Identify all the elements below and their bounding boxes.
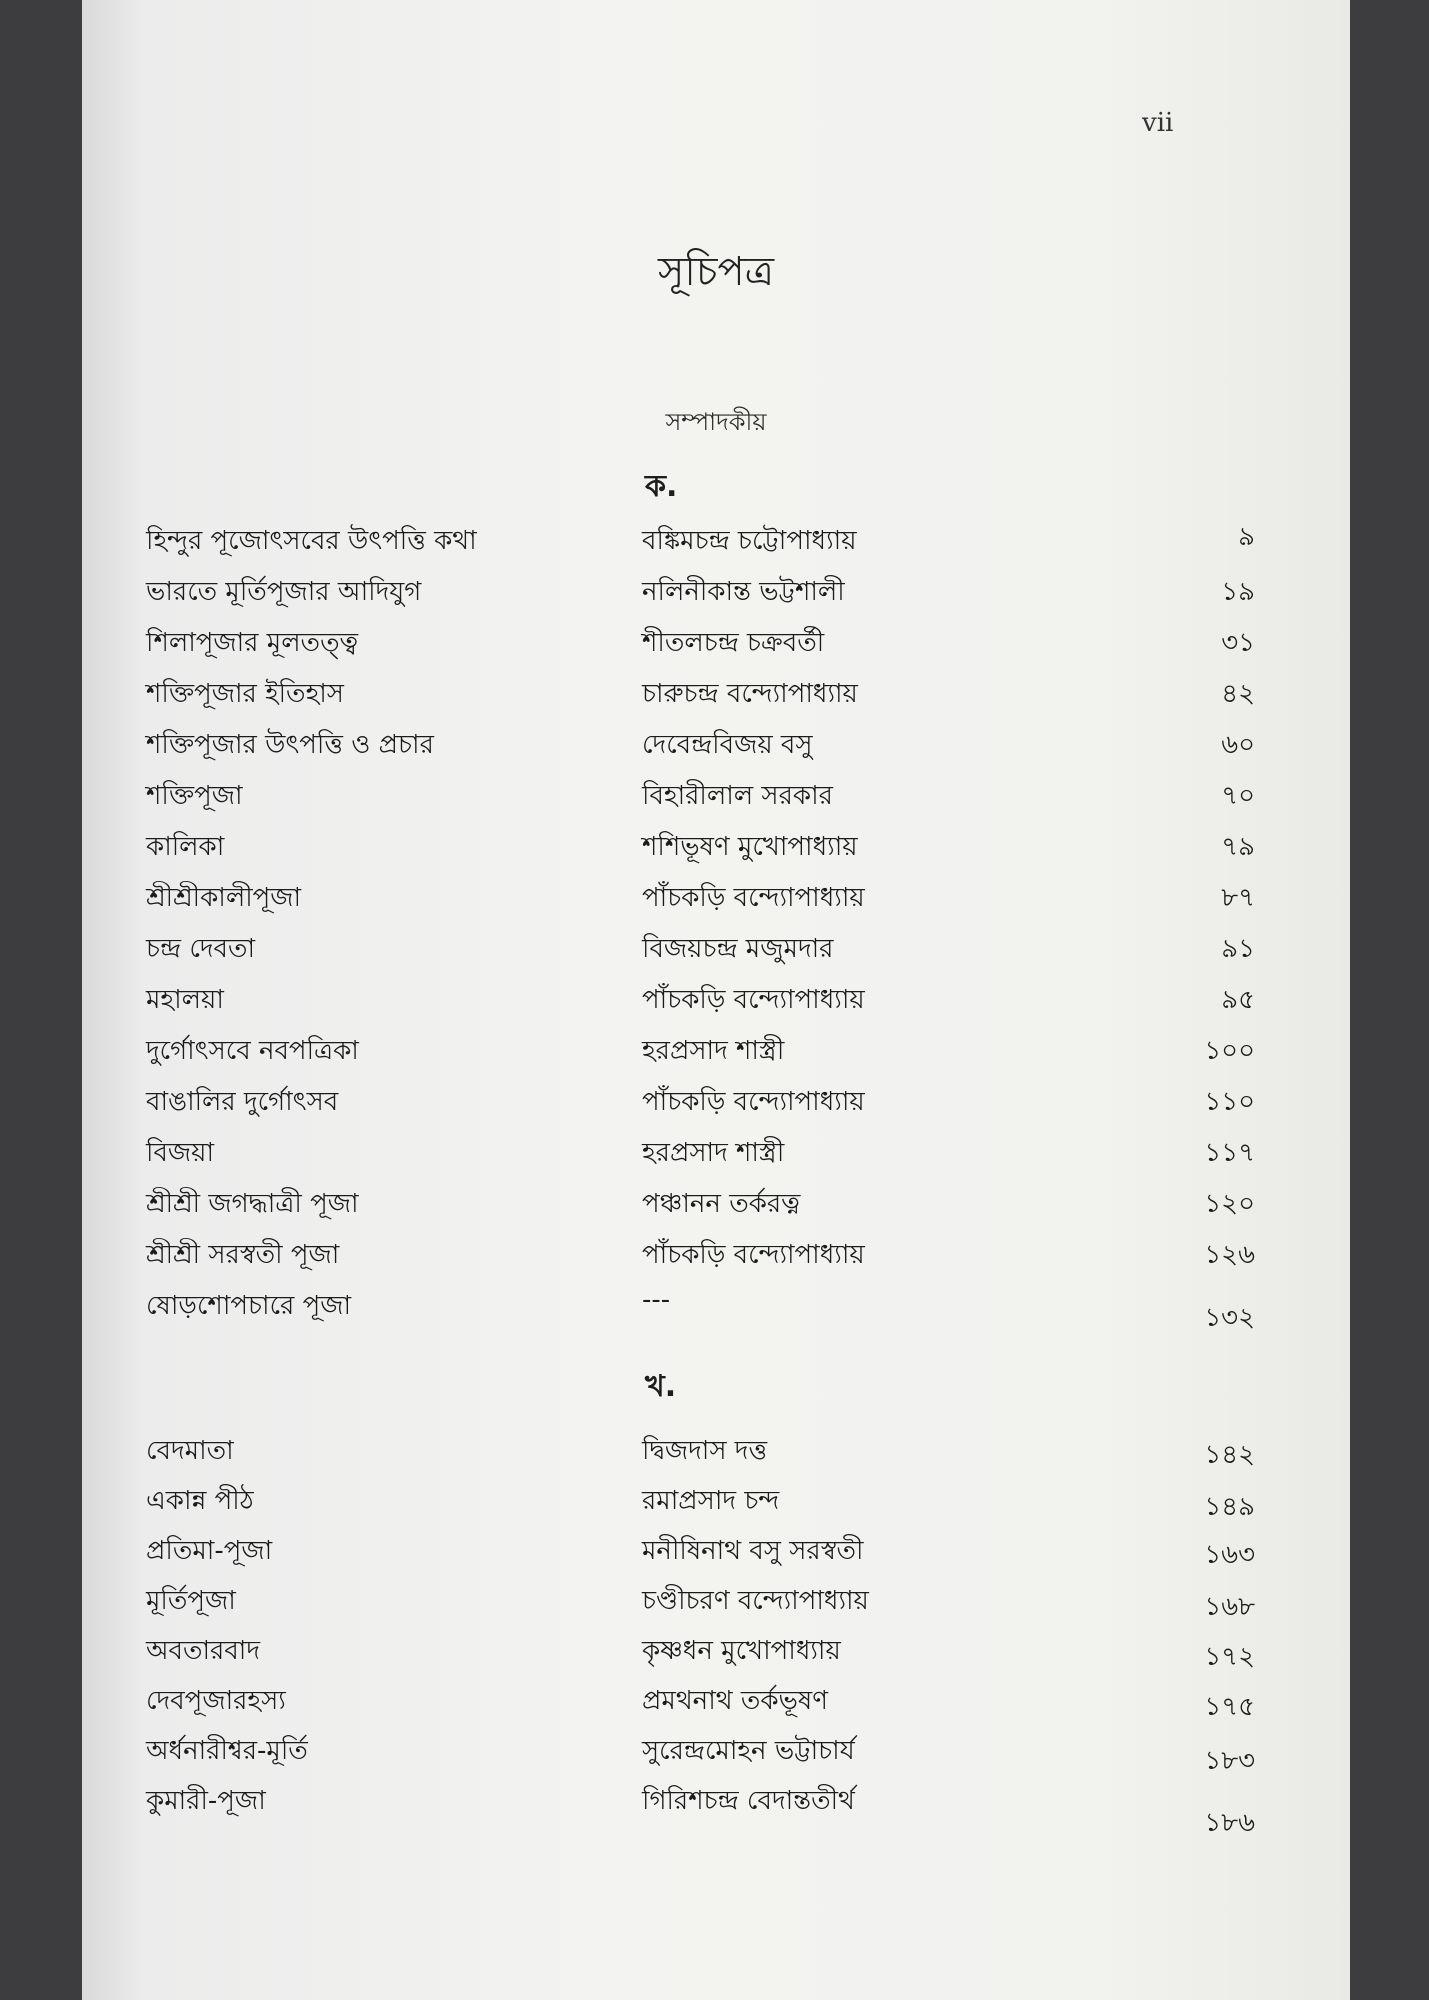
section-ka-heading: ক. xyxy=(645,469,678,504)
entry-author: চারুচন্দ্র বন্দ্যোপাধ্যায় xyxy=(642,679,858,709)
entry-title: শক্তিপূজা xyxy=(146,781,243,811)
entry-page-number: ১৯ xyxy=(1221,577,1255,607)
entry-title: একান্ন পীঠ xyxy=(146,1486,254,1516)
entry-page-number: ৬০ xyxy=(1221,730,1255,760)
toc-entry xyxy=(82,877,1350,917)
toc-entry xyxy=(82,1030,1350,1070)
entry-title: মূর্তিপূজা xyxy=(146,1586,236,1616)
entry-page-number: ১২০ xyxy=(1204,1189,1255,1219)
entry-page-number: ১৪৯ xyxy=(1204,1492,1255,1522)
toc-entry xyxy=(82,724,1350,764)
entry-title: কুমারী-পূজা xyxy=(146,1786,266,1816)
entry-author: রমাপ্রসাদ চন্দ xyxy=(642,1486,780,1516)
entry-title: শক্তিপূজার ইতিহাস xyxy=(146,679,344,709)
entry-author: শশিভূষণ মুখোপাধ্যায় xyxy=(642,832,858,862)
entry-title: অর্ধনারীশ্বর-মূর্তি xyxy=(146,1736,308,1766)
entry-author: সুরেন্দ্রমোহন ভট্টাচার্য xyxy=(642,1736,855,1766)
toc-entry xyxy=(82,1081,1350,1121)
toc-entry xyxy=(82,775,1350,815)
toc-entry xyxy=(82,979,1350,1019)
section-kha-heading: খ. xyxy=(645,1369,677,1404)
entry-title: শিলাপূজার মূলতত্ত্ব xyxy=(146,628,359,658)
toc-entry xyxy=(82,1480,1350,1520)
entry-author: নলিনীকান্ত ভট্টশালী xyxy=(642,577,845,607)
toc-entry xyxy=(82,1780,1350,1838)
toc-entry xyxy=(82,1580,1350,1620)
entry-title: চন্দ্র দেবতা xyxy=(146,934,256,964)
editorial-label: সম্পাদকীয় xyxy=(665,408,767,436)
book-page xyxy=(82,0,1350,2000)
entry-author: গিরিশচন্দ্র বেদান্ততীর্থ xyxy=(642,1786,855,1816)
entry-title: হিন্দুর পূজোৎসবের উৎপত্তি কথা xyxy=(146,526,477,556)
toc-entry xyxy=(82,1630,1350,1670)
entry-title: কালিকা xyxy=(146,832,225,862)
toc-entry xyxy=(82,1680,1350,1720)
entry-page-number: ৩১ xyxy=(1221,628,1255,658)
toc-entry xyxy=(82,1183,1350,1223)
entry-title: ভারতে মূর্তিপূজার আদিযুগ xyxy=(146,577,422,607)
entry-title: ষোড়শোপচারে পূজা xyxy=(146,1291,352,1321)
entry-title: শ্রীশ্রীকালীপূজা xyxy=(146,883,302,913)
entry-page-number: ৭০ xyxy=(1221,781,1255,811)
entry-page-number: ১২৬ xyxy=(1204,1240,1255,1270)
entry-page-number: ১৭৫ xyxy=(1204,1692,1255,1722)
toc-entry xyxy=(82,571,1350,611)
toc-entry xyxy=(82,520,1350,560)
entry-title: শ্রীশ্রী জগদ্ধাত্রী পূজা xyxy=(146,1189,359,1219)
entry-page-number: ১৭২ xyxy=(1204,1642,1255,1672)
entry-page-number: ১৮৬ xyxy=(1204,1808,1255,1838)
entry-title: শ্রীশ্রী সরস্বতী পূজা xyxy=(146,1240,340,1270)
entry-author: দ্বিজদাস দত্ত xyxy=(642,1436,768,1466)
entry-page-number: ৯ xyxy=(1238,522,1255,552)
entry-title: মহালয়া xyxy=(146,985,224,1015)
entry-page-number: ১৬৮ xyxy=(1204,1592,1255,1622)
page-title: সূচিপত্র xyxy=(658,249,774,295)
entry-author: দেবেন্দ্রবিজয় বসু xyxy=(642,730,813,760)
toc-entry xyxy=(82,1132,1350,1172)
entry-author: পাঁচকড়ি বন্দ্যোপাধ্যায় xyxy=(642,1240,865,1270)
entry-author: বিজয়চন্দ্র মজুমদার xyxy=(642,934,834,964)
toc-entry xyxy=(82,1530,1350,1570)
entry-page-number: ৯১ xyxy=(1221,934,1255,964)
toc-entry xyxy=(82,928,1350,968)
toc-entry xyxy=(82,1430,1350,1470)
toc-entry xyxy=(82,1730,1350,1776)
entry-page-number: ৮৭ xyxy=(1221,883,1255,913)
entry-author: বিহারীলাল সরকার xyxy=(642,781,833,811)
entry-author: পঞ্চানন তর্করত্ন xyxy=(642,1189,801,1219)
entry-page-number: ৪২ xyxy=(1221,679,1255,709)
entry-author: চণ্ডীচরণ বন্দ্যোপাধ্যায় xyxy=(642,1586,869,1616)
entry-author: শীতলচন্দ্র চক্রবর্তী xyxy=(642,628,825,658)
entry-author: --- xyxy=(642,1285,671,1315)
entry-author: বঙ্কিমচন্দ্র চট্টোপাধ্যায় xyxy=(642,526,857,556)
entry-page-number: ১১৭ xyxy=(1204,1138,1255,1168)
entry-title: দেবপূজারহস্য xyxy=(146,1686,286,1716)
entry-author: মনীষিনাথ বসু সরস্বতী xyxy=(642,1536,864,1566)
entry-page-number: ১৩২ xyxy=(1204,1303,1255,1333)
entry-author: কৃষ্ণধন মুখোপাধ্যায় xyxy=(642,1636,841,1666)
entry-author: হরপ্রসাদ শাস্ত্রী xyxy=(642,1138,785,1168)
entry-author: পাঁচকড়ি বন্দ্যোপাধ্যায় xyxy=(642,883,865,913)
entry-author: পাঁচকড়ি বন্দ্যোপাধ্যায় xyxy=(642,985,865,1015)
toc-entry xyxy=(82,1234,1350,1274)
entry-page-number: ৯৫ xyxy=(1221,985,1255,1015)
entry-title: শক্তিপূজার উৎপত্তি ও প্রচার xyxy=(146,730,434,760)
entry-author: পাঁচকড়ি বন্দ্যোপাধ্যায় xyxy=(642,1087,865,1117)
entry-page-number: ১১০ xyxy=(1204,1087,1255,1117)
entry-page-number: ১৬৩ xyxy=(1204,1540,1255,1570)
entry-title: বেদমাতা xyxy=(146,1436,234,1466)
entry-title: বাঙালির দুর্গোৎসব xyxy=(146,1087,339,1117)
entry-page-number: ১৮৩ xyxy=(1204,1746,1255,1776)
toc-entry xyxy=(82,622,1350,662)
entry-title: অবতারবাদ xyxy=(146,1636,261,1666)
entry-page-number: ১৪২ xyxy=(1204,1440,1255,1470)
page-number: vii xyxy=(1142,108,1174,138)
entry-page-number: ৭৯ xyxy=(1221,832,1255,862)
entry-page-number: ১০০ xyxy=(1204,1036,1255,1066)
toc-entry xyxy=(82,673,1350,713)
table-of-contents xyxy=(82,0,1350,2000)
toc-entry xyxy=(82,1285,1350,1333)
toc-entry xyxy=(82,826,1350,866)
entry-title: দুর্গোৎসবে নবপত্রিকা xyxy=(146,1036,359,1066)
entry-title: বিজয়া xyxy=(146,1138,215,1168)
entry-title: প্রতিমা-পূজা xyxy=(146,1536,273,1566)
entry-author: হরপ্রসাদ শাস্ত্রী xyxy=(642,1036,785,1066)
entry-author: প্রমথনাথ তর্কভূষণ xyxy=(642,1686,828,1716)
